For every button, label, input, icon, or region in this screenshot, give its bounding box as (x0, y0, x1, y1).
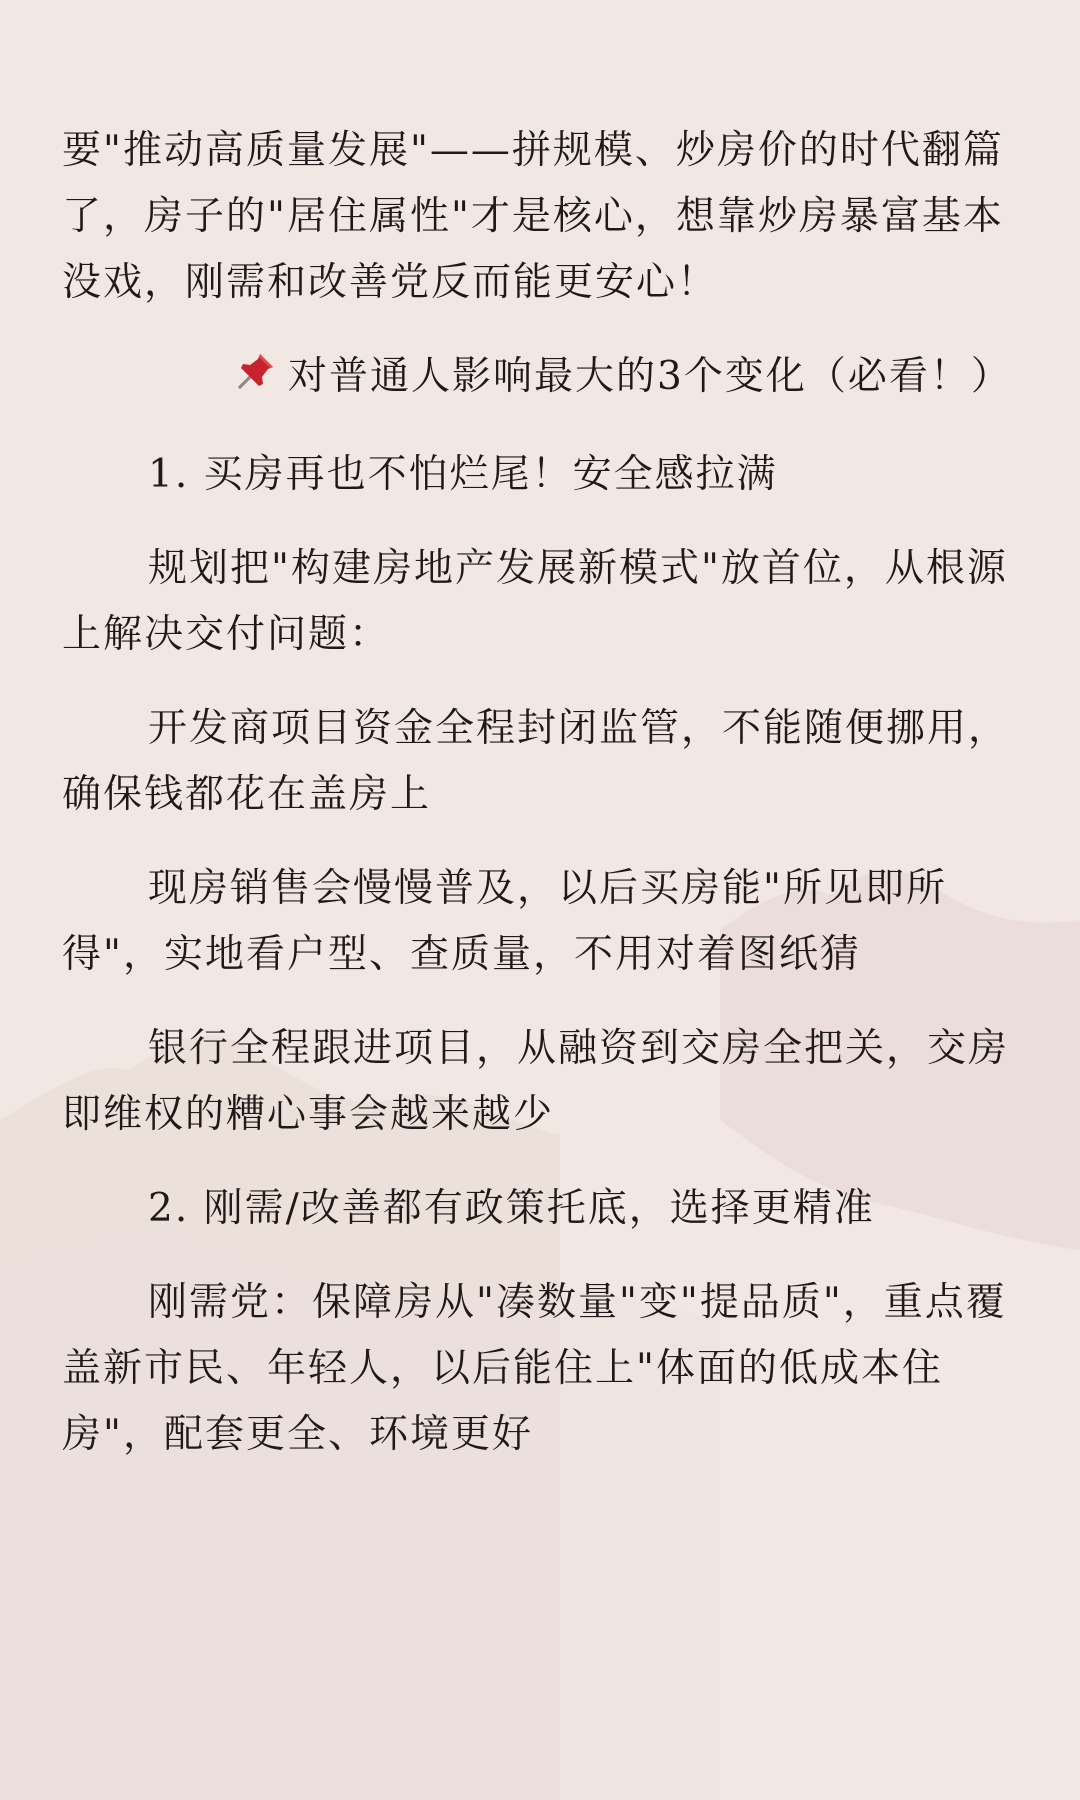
article-body (62, 118, 1022, 1496)
body-paragraph: 开发商项目资金全程封闭监管，不能随便挪用，确保钱都花在盖房上 (62, 706, 1010, 817)
section-heading-text: 对普通人影响最大的3个变化（必看！） (288, 354, 1012, 399)
subheading-2: 2. 刚需/改善都有政策托底，选择更精准 (148, 1186, 875, 1231)
body-paragraph: 规划把"构建房地产发展新模式"放首位，从根源上解决交付问题： (62, 546, 1008, 657)
body-paragraph: 刚需党：保障房从"凑数量"变"提品质"，重点覆盖新市民、年轻人，以后能住上"体面的低成本住房"，配套更全、环境更好 (62, 1280, 1007, 1457)
body-paragraph: 现房销售会慢慢普及，以后买房能"所见即所得"，实地看户型、查质量，不用对着图纸猜 (62, 866, 947, 977)
intro-paragraph: 要"推动高质量发展"——拼规模、炒房价的时代翻篇了，房子的"居住属性"才是核心，想靠炒房暴富基本没戏，刚需和改善党反而能更安心！ (62, 128, 1004, 305)
pushpin-icon (148, 348, 276, 414)
section-heading (62, 344, 1022, 414)
body-paragraph: 银行全程跟进项目，从融资到交房全把关，交房即维权的糟心事会越来越少 (62, 1026, 1010, 1137)
subheading-1: 1. 买房再也不怕烂尾！安全感拉满 (148, 452, 778, 497)
